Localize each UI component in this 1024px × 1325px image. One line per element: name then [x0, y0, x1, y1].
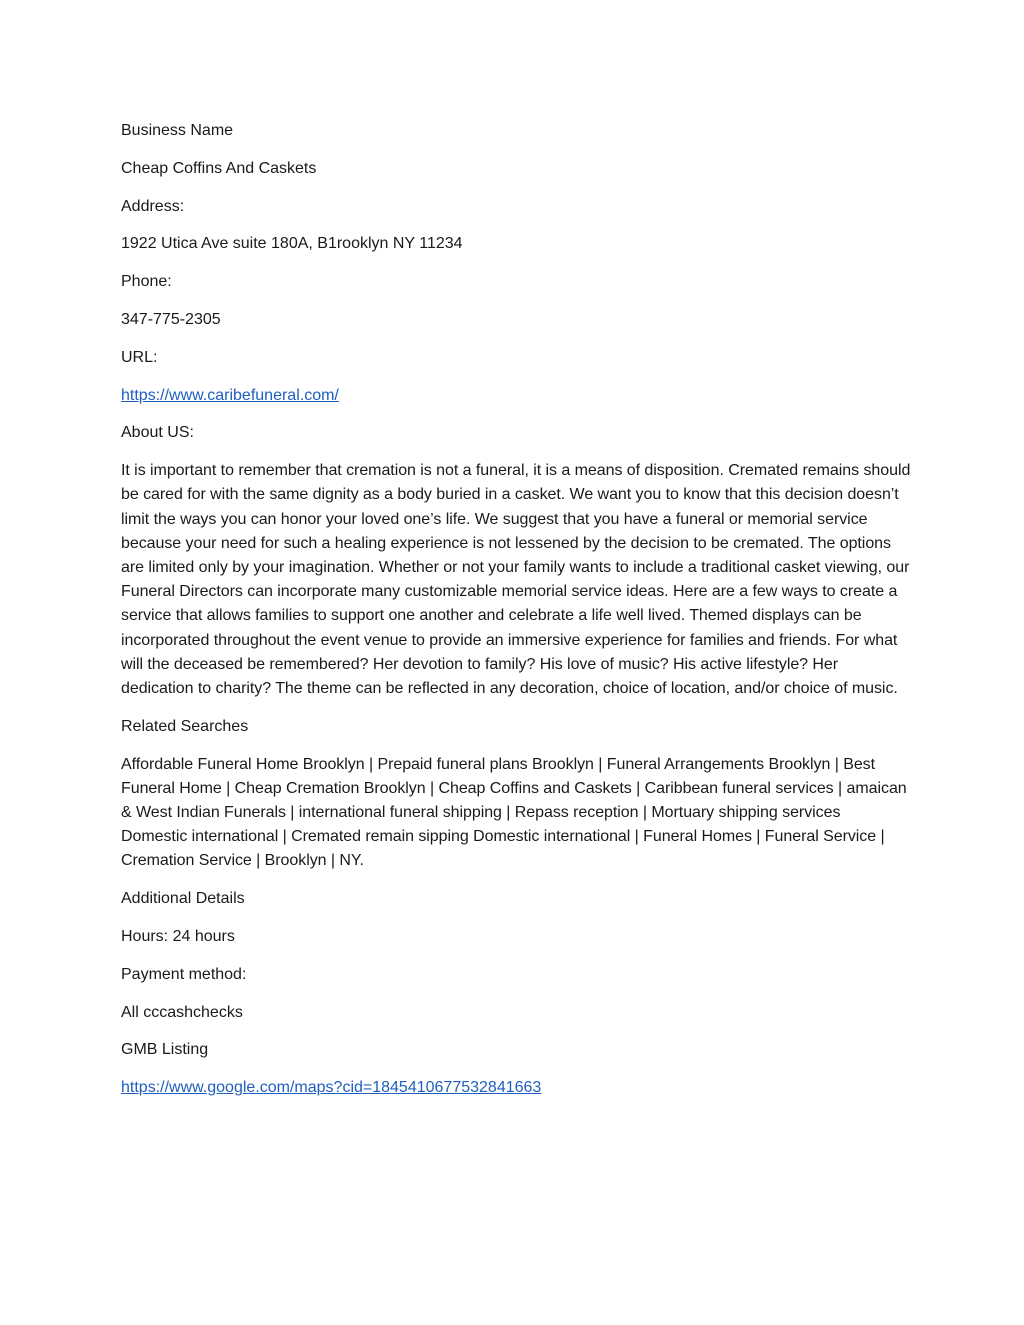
gmb-link[interactable]: https://www.google.com/maps?cid=1845410677532841663	[121, 1079, 542, 1097]
payment-method: All cccashchecks	[121, 1003, 243, 1021]
phone: 347-775-2305	[121, 310, 221, 328]
address: 1922 Utica Ave suite 180A, B1rooklyn NY 11234	[121, 235, 463, 253]
related-searches-text: Affordable Funeral Home Brooklyn | Prepaid funeral plans Brooklyn | Funeral Arrangements Brooklyn | Best Funeral Home | Cheap Cremation Brooklyn | Cheap Coffins and Caskets | Caribbean funeral services | amaican & West Indian Funerals | international funeral shipping | Repass reception | Mortuary shipping services Domestic international | Cremated remain sipping Domestic international | Funeral Homes | Funeral Service | Cremation Service | Brooklyn | NY.	[121, 755, 907, 870]
business-name: Cheap Coffins And Caskets	[121, 159, 317, 177]
hours: Hours: 24 hours	[121, 928, 235, 945]
about-text: It is important to remember that cremation is not a funeral, it is a means of disposition. Cremated remains should be cared for with the same dignity as a body buried in a casket. We want you to know that this decision doesn’t limit the ways you can honor your loved one’s life. We suggest that you have a funeral or memorial service because your need for such a healing experience is not lessened by the decision to be cremated. The options are limited only by your imagination. Whether or not your family wants to include a traditional casket viewing, our Funeral Directors can incorporate many customizable memorial service ideas. Here are a few ways to create a service that allows families to support one another and celebrate a life well lived. Themed displays can be incorporated throughout the event venue to provide an immersive experience for families and friends. For what will the deceased be remembered? Her devotion to family? His love of music? His active lifestyle? Her dedication to charity? The theme can be reflected in any decoration, choice of location, and/or choice of music.	[121, 462, 911, 697]
document-body	[121, 119, 911, 1114]
related-searches-label: Related Searches	[121, 717, 249, 735]
website-link[interactable]: https://www.caribefuneral.com/	[121, 386, 339, 404]
gmb-url-paragraph	[121, 1076, 911, 1100]
gmb-listing-label: GMB Listing	[121, 1041, 209, 1059]
url-label: URL:	[121, 348, 158, 366]
address-label: Address:	[121, 197, 185, 215]
url-paragraph	[121, 384, 911, 408]
business-name-label: Business Name	[121, 122, 234, 139]
payment-method-label: Payment method:	[121, 965, 247, 983]
phone-label: Phone:	[121, 273, 172, 291]
about-label: About US:	[121, 424, 194, 442]
additional-details-label: Additional Details	[121, 890, 245, 908]
